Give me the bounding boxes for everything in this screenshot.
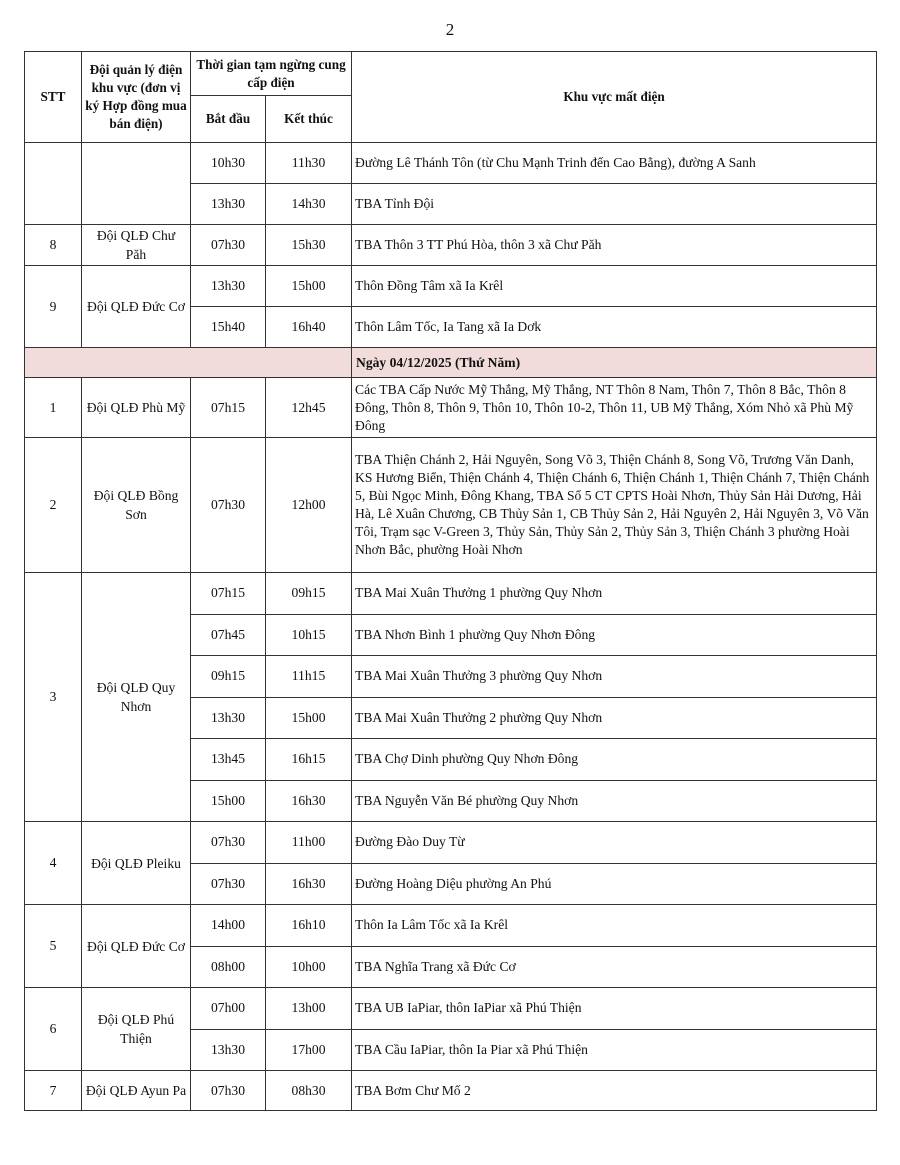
stt-cell: 9 bbox=[25, 266, 82, 348]
page-number: 2 bbox=[445, 20, 455, 39]
team-cell: Đội QLĐ Quy Nhơn bbox=[82, 573, 191, 822]
start-time: 09h15 bbox=[191, 656, 266, 698]
outage-area: TBA Mai Xuân Thưởng 3 phường Quy Nhơn bbox=[352, 656, 877, 698]
outage-area: TBA Nhơn Bình 1 phường Quy Nhơn Đông bbox=[352, 614, 877, 656]
end-time: 10h15 bbox=[266, 614, 352, 656]
team-cell: Đội QLĐ Đức Cơ bbox=[82, 905, 191, 988]
end-time: 16h30 bbox=[266, 780, 352, 822]
outage-area: TBA Mai Xuân Thưởng 2 phường Quy Nhơn bbox=[352, 697, 877, 739]
outage-area: TBA Bơm Chư Mố 2 bbox=[352, 1071, 877, 1111]
start-time: 13h30 bbox=[191, 1029, 266, 1071]
start-time: 13h45 bbox=[191, 739, 266, 781]
start-time: 07h15 bbox=[191, 573, 266, 615]
start-time: 07h30 bbox=[191, 225, 266, 266]
team-cell: Đội QLĐ Pleiku bbox=[82, 822, 191, 905]
end-time: 15h30 bbox=[266, 225, 352, 266]
end-time: 15h00 bbox=[266, 697, 352, 739]
start-time: 13h30 bbox=[191, 184, 266, 225]
outage-area: TBA Thiện Chánh 2, Hải Nguyên, Song Võ 3, Thiện Chánh 8, Song Võ, Trương Văn Danh, KS Hương Biển, Thiện Chánh 4, Thiện Chánh 6, Thiện Chánh 1, Thiện Chánh 7, Thiện Chánh 5, Bùi Ngọc Minh, Đông Khang, TBA Số 5 CT CPTS Hoài Nhơn, Thủy Sản Hải Dương, Hải Hà, Lê Xuân Chương, CB Thủy Sản 1, CB Thủy Sản 2, Hải Nguyên 2, Hải Nguyên 3, Võ Văn Tôi, Trạm sạc V-Green 3, Thủy Sản, Thủy Sản 2, Thủy Sản 3, Thiện Chánh 3 phường Hoài Nhơn Bắc, phường Hoài Nhơn bbox=[352, 438, 877, 573]
date-row bbox=[25, 348, 877, 378]
stt-cell bbox=[25, 143, 82, 225]
team-cell: Đội QLĐ Đức Cơ bbox=[82, 266, 191, 348]
table-row bbox=[25, 266, 877, 307]
table-row bbox=[25, 988, 877, 1030]
end-time: 16h40 bbox=[266, 307, 352, 348]
start-time: 14h00 bbox=[191, 905, 266, 947]
team-cell: Đội QLĐ Phú Thiện bbox=[82, 988, 191, 1071]
end-time: 12h45 bbox=[266, 378, 352, 438]
table-row bbox=[25, 143, 877, 184]
end-time: 11h30 bbox=[266, 143, 352, 184]
outage-area: Đường Lê Thánh Tôn (từ Chu Mạnh Trinh đến Cao Bằng), đường A Sanh bbox=[352, 143, 877, 184]
header-start: Bắt đầu bbox=[191, 96, 266, 143]
team-cell: Đội QLĐ Bồng Sơn bbox=[82, 438, 191, 573]
end-time: 14h30 bbox=[266, 184, 352, 225]
outage-area: Các TBA Cấp Nước Mỹ Thắng, Mỹ Thắng, NT Thôn 8 Nam, Thôn 7, Thôn 8 Bắc, Thôn 8 Đông, Thôn 8, Thôn 9, Thôn 10, Thôn 10-2, Thôn 11, UB Mỹ Thắng, Xóm Nhỏ xã Phù Mỹ Đông bbox=[352, 378, 877, 438]
outage-area: TBA Chợ Dinh phường Quy Nhơn Đông bbox=[352, 739, 877, 781]
stt-cell: 5 bbox=[25, 905, 82, 988]
power-outage-schedule-table bbox=[24, 51, 877, 1111]
header-team: Đội quản lý điện khu vực (đơn vị ký Hợp đồng mua bán điện) bbox=[82, 52, 191, 143]
outage-area: TBA Mai Xuân Thưởng 1 phường Quy Nhơn bbox=[352, 573, 877, 615]
outage-area: TBA UB IaPiar, thôn IaPiar xã Phú Thiện bbox=[352, 988, 877, 1030]
date-row-spacer bbox=[25, 348, 352, 378]
start-time: 15h00 bbox=[191, 780, 266, 822]
end-time: 12h00 bbox=[266, 438, 352, 573]
outage-area: Thôn Ia Lâm Tốc xã Ia Krêl bbox=[352, 905, 877, 947]
outage-area: Thôn Lâm Tốc, Ia Tang xã Ia Dơk bbox=[352, 307, 877, 348]
team-cell: Đội QLĐ Chư Păh bbox=[82, 225, 191, 266]
start-time: 07h30 bbox=[191, 438, 266, 573]
outage-area: Đường Hoàng Diệu phường An Phú bbox=[352, 863, 877, 905]
date-label: Ngày 04/12/2025 (Thứ Năm) bbox=[352, 348, 877, 378]
end-time: 16h30 bbox=[266, 863, 352, 905]
stt-cell: 3 bbox=[25, 573, 82, 822]
outage-area: Đường Đào Duy Từ bbox=[352, 822, 877, 864]
outage-area: TBA Cầu IaPiar, thôn Ia Piar xã Phú Thiện bbox=[352, 1029, 877, 1071]
table-row bbox=[25, 822, 877, 864]
end-time: 17h00 bbox=[266, 1029, 352, 1071]
team-cell bbox=[82, 143, 191, 225]
table-row bbox=[25, 438, 877, 573]
end-time: 16h15 bbox=[266, 739, 352, 781]
end-time: 16h10 bbox=[266, 905, 352, 947]
team-cell: Đội QLĐ Phù Mỹ bbox=[82, 378, 191, 438]
start-time: 10h30 bbox=[191, 143, 266, 184]
table-row bbox=[25, 905, 877, 947]
table-row bbox=[25, 225, 877, 266]
outage-area: TBA Nghĩa Trang xã Đức Cơ bbox=[352, 946, 877, 988]
start-time: 07h00 bbox=[191, 988, 266, 1030]
outage-area: TBA Tỉnh Đội bbox=[352, 184, 877, 225]
end-time: 11h00 bbox=[266, 822, 352, 864]
start-time: 07h45 bbox=[191, 614, 266, 656]
table-row bbox=[25, 378, 877, 438]
stt-cell: 7 bbox=[25, 1071, 82, 1111]
header-stt: STT bbox=[25, 52, 82, 143]
end-time: 09h15 bbox=[266, 573, 352, 615]
stt-cell: 8 bbox=[25, 225, 82, 266]
table-body bbox=[25, 143, 877, 1111]
stt-cell: 4 bbox=[25, 822, 82, 905]
start-time: 13h30 bbox=[191, 266, 266, 307]
outage-area: Thôn Đồng Tâm xã Ia Krêl bbox=[352, 266, 877, 307]
header-area: Khu vực mất điện bbox=[352, 52, 877, 143]
start-time: 07h30 bbox=[191, 1071, 266, 1111]
outage-area: TBA Thôn 3 TT Phú Hòa, thôn 3 xã Chư Păh bbox=[352, 225, 877, 266]
end-time: 13h00 bbox=[266, 988, 352, 1030]
stt-cell: 2 bbox=[25, 438, 82, 573]
start-time: 07h30 bbox=[191, 822, 266, 864]
end-time: 11h15 bbox=[266, 656, 352, 698]
end-time: 10h00 bbox=[266, 946, 352, 988]
start-time: 15h40 bbox=[191, 307, 266, 348]
team-cell: Đội QLĐ Ayun Pa bbox=[82, 1071, 191, 1111]
start-time: 07h15 bbox=[191, 378, 266, 438]
start-time: 13h30 bbox=[191, 697, 266, 739]
header-time-group: Thời gian tạm ngừng cung cấp điện bbox=[191, 52, 352, 96]
end-time: 15h00 bbox=[266, 266, 352, 307]
table-row bbox=[25, 573, 877, 615]
start-time: 08h00 bbox=[191, 946, 266, 988]
start-time: 07h30 bbox=[191, 863, 266, 905]
stt-cell: 1 bbox=[25, 378, 82, 438]
table-row bbox=[25, 1071, 877, 1111]
stt-cell: 6 bbox=[25, 988, 82, 1071]
end-time: 08h30 bbox=[266, 1071, 352, 1111]
outage-area: TBA Nguyễn Văn Bé phường Quy Nhơn bbox=[352, 780, 877, 822]
header-end: Kết thúc bbox=[266, 96, 352, 143]
